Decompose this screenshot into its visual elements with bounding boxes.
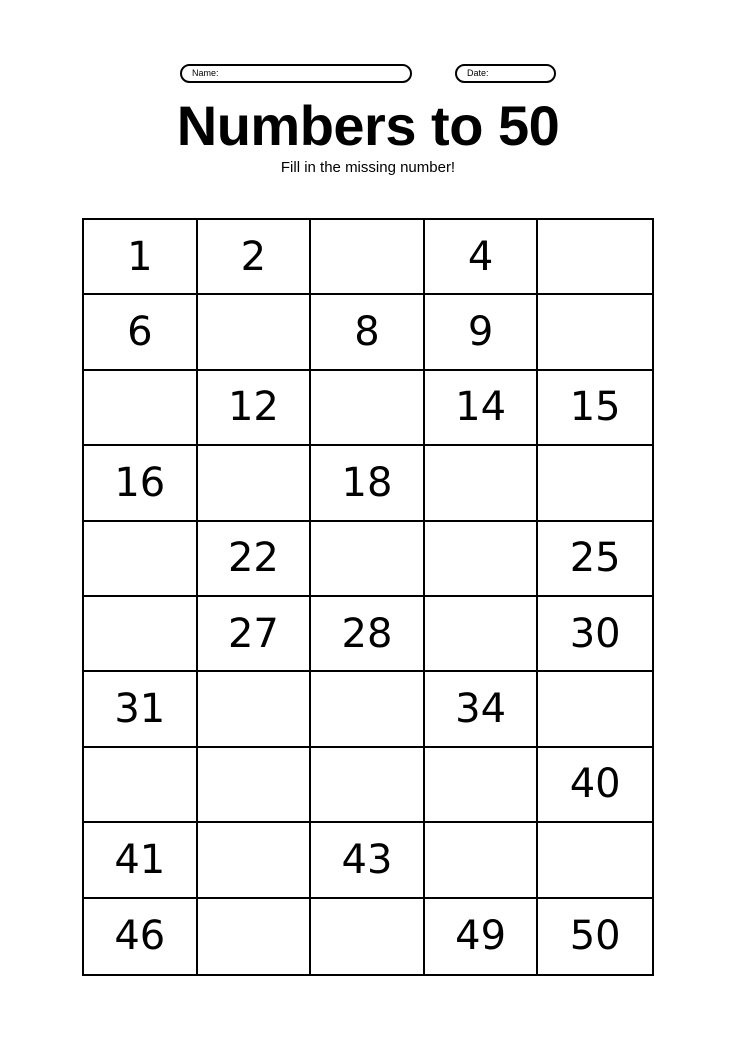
- number-cell: 43: [311, 823, 425, 898]
- blank-number-cell[interactable]: [538, 295, 652, 370]
- number-cell: 12: [198, 371, 312, 446]
- blank-number-cell[interactable]: [311, 748, 425, 823]
- number-cell: 46: [84, 899, 198, 974]
- blank-number-cell[interactable]: [538, 672, 652, 747]
- blank-number-cell[interactable]: [425, 748, 539, 823]
- blank-number-cell[interactable]: [198, 899, 312, 974]
- number-cell: 31: [84, 672, 198, 747]
- blank-number-cell[interactable]: [425, 446, 539, 521]
- blank-number-cell[interactable]: [538, 823, 652, 898]
- number-cell: 16: [84, 446, 198, 521]
- blank-number-cell[interactable]: [84, 371, 198, 446]
- blank-number-cell[interactable]: [311, 672, 425, 747]
- number-cell: 49: [425, 899, 539, 974]
- date-field[interactable]: [455, 64, 556, 83]
- number-cell: 6: [84, 295, 198, 370]
- blank-number-cell[interactable]: [198, 748, 312, 823]
- number-cell: 1: [84, 220, 198, 295]
- number-grid: [82, 218, 654, 976]
- number-cell: 34: [425, 672, 539, 747]
- number-cell: 40: [538, 748, 652, 823]
- number-cell: 22: [198, 522, 312, 597]
- number-cell: 14: [425, 371, 539, 446]
- blank-number-cell[interactable]: [538, 446, 652, 521]
- number-cell: 41: [84, 823, 198, 898]
- number-cell: 18: [311, 446, 425, 521]
- number-cell: 9: [425, 295, 539, 370]
- blank-number-cell[interactable]: [311, 371, 425, 446]
- number-cell: 25: [538, 522, 652, 597]
- number-cell: 28: [311, 597, 425, 672]
- date-label: Date:: [467, 68, 489, 78]
- blank-number-cell[interactable]: [198, 823, 312, 898]
- number-cell: 15: [538, 371, 652, 446]
- number-cell: 4: [425, 220, 539, 295]
- blank-number-cell[interactable]: [311, 522, 425, 597]
- name-label: Name:: [192, 68, 219, 78]
- blank-number-cell[interactable]: [425, 597, 539, 672]
- blank-number-cell[interactable]: [198, 446, 312, 521]
- number-cell: 27: [198, 597, 312, 672]
- blank-number-cell[interactable]: [198, 295, 312, 370]
- blank-number-cell[interactable]: [538, 220, 652, 295]
- blank-number-cell[interactable]: [198, 672, 312, 747]
- blank-number-cell[interactable]: [84, 748, 198, 823]
- name-field[interactable]: [180, 64, 412, 83]
- number-cell: 50: [569, 913, 621, 960]
- blank-number-cell[interactable]: [311, 899, 425, 974]
- blank-number-cell[interactable]: [84, 597, 198, 672]
- page-title: Numbers to 50: [176, 94, 560, 157]
- number-cell: 30: [538, 597, 652, 672]
- blank-number-cell[interactable]: [311, 220, 425, 295]
- blank-number-cell[interactable]: [84, 522, 198, 597]
- number-cell: 8: [311, 295, 425, 370]
- number-cell: 2: [198, 220, 312, 295]
- instructions: Fill in the missing number!: [280, 159, 456, 176]
- blank-number-cell[interactable]: [425, 823, 539, 898]
- blank-number-cell[interactable]: [425, 522, 539, 597]
